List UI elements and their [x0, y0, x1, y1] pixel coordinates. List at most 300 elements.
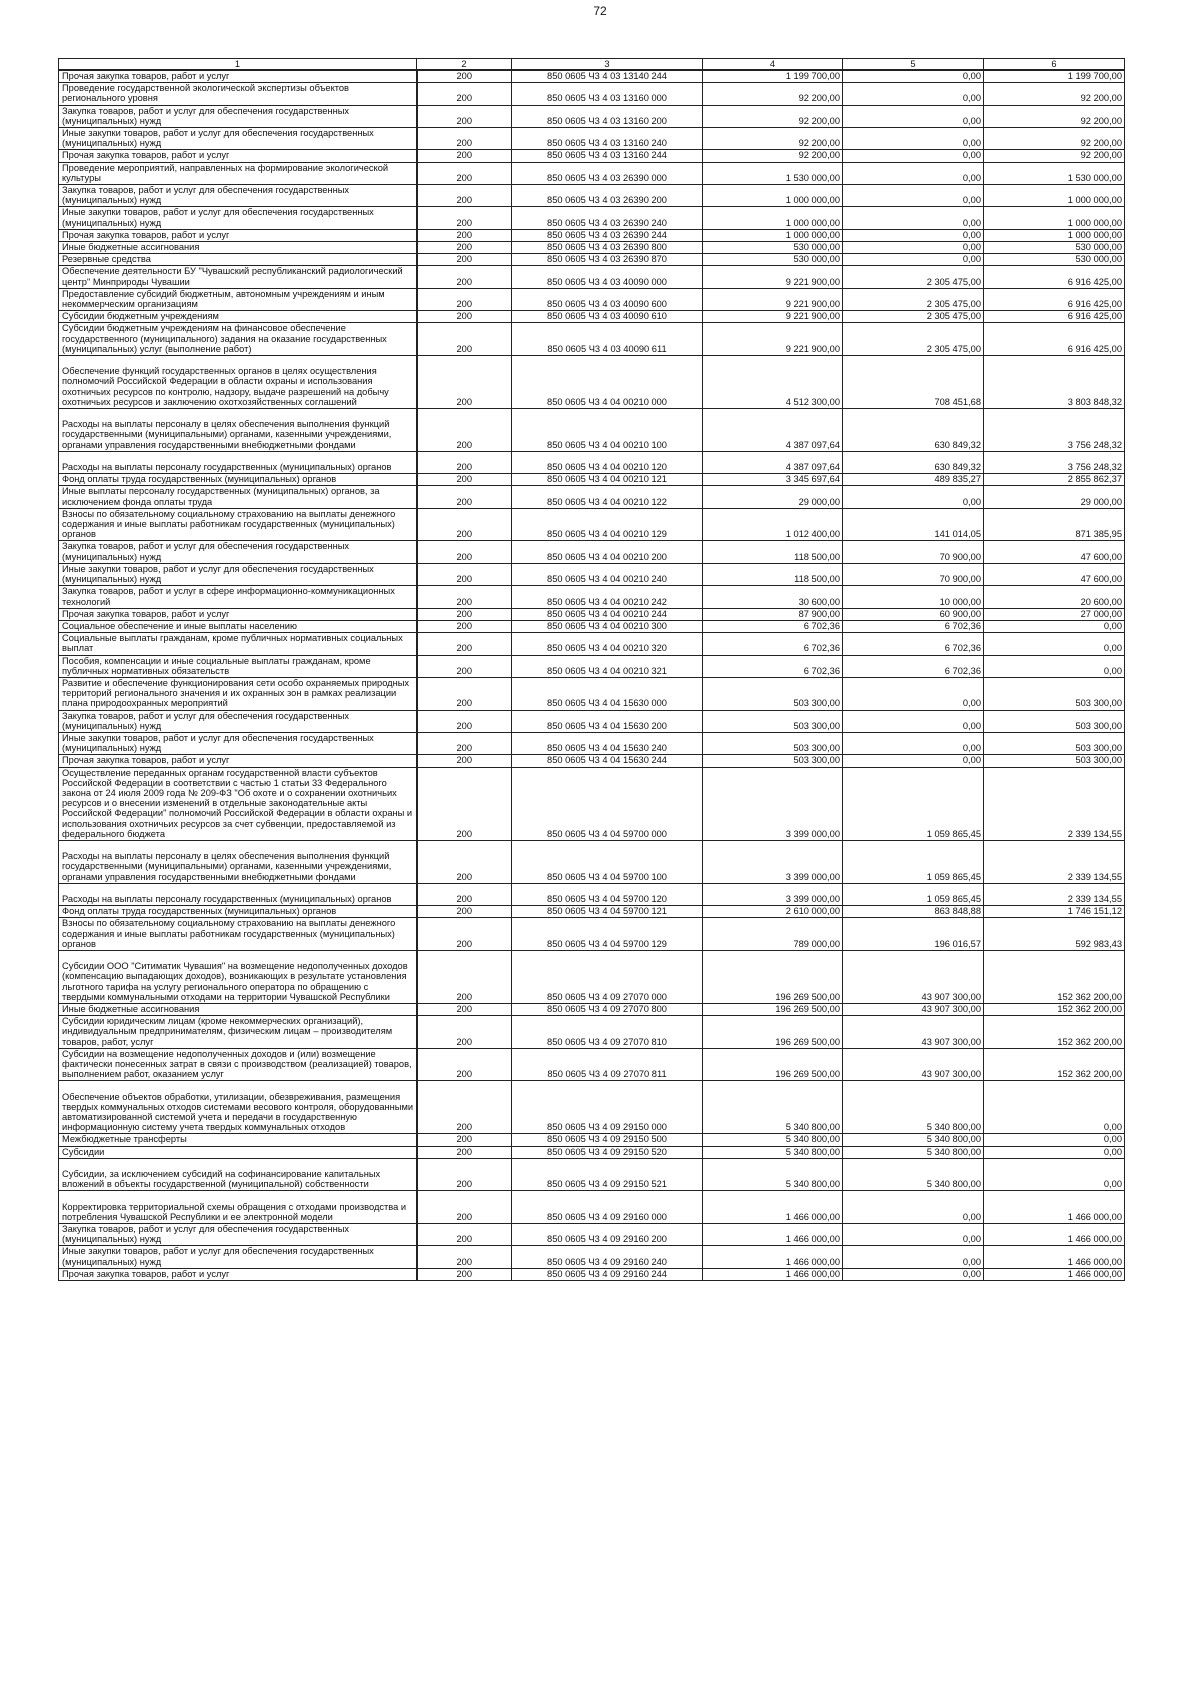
cell-name: Социальное обеспечение и иные выплаты населению	[59, 620, 417, 632]
page-number: 72	[593, 4, 607, 18]
cell-budget-code: 850 0605 Ч3 4 04 00210 240	[512, 563, 703, 585]
table-row	[59, 288, 1125, 310]
cell-budget-code: 850 0605 Ч3 4 04 00210 121	[512, 474, 703, 486]
cell-amount-5: 5 340 800,00	[843, 1081, 984, 1134]
header-col-4: 4	[703, 59, 843, 71]
cell-amount-6: 1 000 000,00	[984, 185, 1125, 207]
table-row	[59, 185, 1125, 207]
cell-budget-code: 850 0605 Ч3 4 09 29150 500	[512, 1134, 703, 1146]
cell-budget-code: 850 0605 Ч3 4 04 59700 120	[512, 883, 703, 905]
cell-amount-4: 9 221 900,00	[703, 288, 843, 310]
table-row	[59, 1081, 1125, 1134]
table-row	[59, 1246, 1125, 1268]
cell-budget-code: 850 0605 Ч3 4 04 15630 200	[512, 710, 703, 732]
cell-name: Иные закупки товаров, работ и услуг для обеспечения государственных (муниципальных) нужд	[59, 1246, 417, 1268]
cell-amount-6: 0,00	[984, 633, 1125, 655]
cell-amount-4: 6 702,36	[703, 655, 843, 677]
cell-amount-5: 0,00	[843, 207, 984, 229]
cell-budget-code: 850 0605 Ч3 4 04 00210 100	[512, 409, 703, 452]
cell-amount-6: 92 200,00	[984, 128, 1125, 150]
table-row	[59, 266, 1125, 288]
cell-amount-6: 871 385,95	[984, 508, 1125, 541]
cell-amount-6: 2 339 134,55	[984, 767, 1125, 840]
table-row	[59, 162, 1125, 184]
cell-amount-6: 2 339 134,55	[984, 883, 1125, 905]
cell-name: Закупка товаров, работ и услуг для обеспечения государственных (муниципальных) нужд	[59, 710, 417, 732]
cell-budget-code: 850 0605 Ч3 4 03 40090 611	[512, 323, 703, 356]
cell-amount-5: 141 014,05	[843, 508, 984, 541]
cell-name: Взносы по обязательному социальному страхованию на выплаты денежного содержания и иные выплаты работникам государственных (муниципальных) органов	[59, 508, 417, 541]
table-row	[59, 207, 1125, 229]
cell-name: Прочая закупка товаров, работ и услуг	[59, 150, 417, 162]
cell-code-2: 200	[417, 1016, 512, 1049]
cell-amount-4: 9 221 900,00	[703, 311, 843, 323]
table-row	[59, 1146, 1125, 1158]
table-row	[59, 486, 1125, 508]
table-row	[59, 918, 1125, 951]
cell-budget-code: 850 0605 Ч3 4 03 26390 000	[512, 162, 703, 184]
budget-table-container	[58, 58, 1124, 1281]
cell-budget-code: 850 0605 Ч3 4 09 27070 000	[512, 950, 703, 1003]
header-col-3: 3	[512, 59, 703, 71]
cell-code-2: 200	[417, 608, 512, 620]
cell-name: Иные закупки товаров, работ и услуг для обеспечения государственных (муниципальных) нужд	[59, 128, 417, 150]
header-col-1: 1	[59, 59, 417, 71]
budget-table	[58, 58, 1125, 1281]
cell-budget-code: 850 0605 Ч3 4 09 29160 000	[512, 1191, 703, 1224]
cell-amount-5: 43 907 300,00	[843, 1048, 984, 1081]
cell-budget-code: 850 0605 Ч3 4 04 59700 129	[512, 918, 703, 951]
cell-amount-6: 92 200,00	[984, 150, 1125, 162]
cell-name: Субсидии на возмещение недополученных доходов и (или) возмещение фактически понесенных затрат в связи с производством (реализацией) товаров, выполнением работ, оказанием услуг	[59, 1048, 417, 1081]
cell-code-2: 200	[417, 1081, 512, 1134]
cell-amount-5: 708 451,68	[843, 356, 984, 409]
cell-amount-5: 5 340 800,00	[843, 1134, 984, 1146]
table-row	[59, 732, 1125, 754]
cell-amount-5: 1 059 865,45	[843, 767, 984, 840]
cell-code-2: 200	[417, 840, 512, 883]
cell-amount-5: 2 305 475,00	[843, 288, 984, 310]
cell-amount-6: 0,00	[984, 1146, 1125, 1158]
cell-code-2: 200	[417, 1268, 512, 1280]
cell-name: Взносы по обязательному социальному страхованию на выплаты денежного содержания и иные выплаты работникам государственных (муниципальных) органов	[59, 918, 417, 951]
cell-budget-code: 850 0605 Ч3 4 03 26390 240	[512, 207, 703, 229]
cell-amount-5: 0,00	[843, 755, 984, 767]
cell-budget-code: 850 0605 Ч3 4 04 59700 000	[512, 767, 703, 840]
cell-code-2: 200	[417, 83, 512, 105]
table-row	[59, 710, 1125, 732]
cell-code-2: 200	[417, 655, 512, 677]
cell-amount-6: 503 300,00	[984, 755, 1125, 767]
cell-amount-6: 1 000 000,00	[984, 207, 1125, 229]
table-row	[59, 586, 1125, 608]
cell-name: Иные бюджетные ассигнования	[59, 1003, 417, 1015]
cell-code-2: 200	[417, 105, 512, 127]
cell-amount-4: 1 466 000,00	[703, 1191, 843, 1224]
cell-amount-5: 630 849,32	[843, 451, 984, 473]
cell-amount-4: 530 000,00	[703, 242, 843, 254]
cell-name: Обеспечение функций государственных органов в целях осуществления полномочий Российской Федерации в области охраны и использования охотничьих ресурсов по контролю, надзору, выдаче разрешений на добычу охотничьих ресурсов и заключению охотхозяйственных соглашений	[59, 356, 417, 409]
cell-amount-4: 9 221 900,00	[703, 323, 843, 356]
cell-amount-4: 1 466 000,00	[703, 1246, 843, 1268]
cell-name: Прочая закупка товаров, работ и услуг	[59, 755, 417, 767]
cell-name: Иные закупки товаров, работ и услуг для обеспечения государственных (муниципальных) нужд	[59, 563, 417, 585]
cell-amount-4: 92 200,00	[703, 128, 843, 150]
cell-name: Субсидии ООО "Ситиматик Чувашия" на возмещение недополученных доходов (компенсацию выпадающих доходов), возникающих в результате установления льготного тарифа на услугу регионального оператора по обращению с твердыми коммунальными отходами на территории Чувашской Республики	[59, 950, 417, 1003]
table-row	[59, 840, 1125, 883]
table-row	[59, 83, 1125, 105]
cell-code-2: 200	[417, 1003, 512, 1015]
cell-amount-4: 503 300,00	[703, 677, 843, 710]
cell-amount-6: 27 000,00	[984, 608, 1125, 620]
cell-budget-code: 850 0605 Ч3 4 09 29150 520	[512, 1146, 703, 1158]
cell-name: Иные выплаты персоналу государственных (муниципальных) органов, за исключением фонда оплаты труда	[59, 486, 417, 508]
cell-amount-4: 3 399 000,00	[703, 767, 843, 840]
cell-name: Межбюджетные трансферты	[59, 1134, 417, 1146]
cell-amount-4: 87 900,00	[703, 608, 843, 620]
table-row	[59, 474, 1125, 486]
cell-budget-code: 850 0605 Ч3 4 04 00210 200	[512, 541, 703, 563]
cell-name: Обеспечение деятельности БУ "Чувашский республиканский радиологический центр" Минприроды Чувашии	[59, 266, 417, 288]
cell-budget-code: 850 0605 Ч3 4 04 15630 240	[512, 732, 703, 754]
cell-amount-6: 1 746 151,12	[984, 906, 1125, 918]
cell-amount-6: 6 916 425,00	[984, 323, 1125, 356]
cell-amount-5: 43 907 300,00	[843, 1003, 984, 1015]
table-row	[59, 1191, 1125, 1224]
cell-amount-4: 2 610 000,00	[703, 906, 843, 918]
table-row	[59, 242, 1125, 254]
table-row	[59, 128, 1125, 150]
cell-code-2: 200	[417, 323, 512, 356]
cell-amount-5: 1 059 865,45	[843, 840, 984, 883]
cell-amount-6: 1 466 000,00	[984, 1191, 1125, 1224]
cell-code-2: 200	[417, 1134, 512, 1146]
cell-amount-6: 3 756 248,32	[984, 409, 1125, 452]
table-row	[59, 906, 1125, 918]
cell-name: Осуществление переданных органам государственной власти субъектов Российской Федерации в соответствии с частью 1 статьи 33 Федерального закона от 24 июля 2009 года № 209-ФЗ "Об охоте и о сохранении охотничьих ресурсов и о внесении изменений в отдельные законодательные акты Российской Федерации" полномочий Российской Федерации в области охраны и использования охотничьих ресурсов за счет субвенции, предоставляемой из федерального бюджета	[59, 767, 417, 840]
cell-name: Прочая закупка товаров, работ и услуг	[59, 608, 417, 620]
cell-name: Пособия, компенсации и иные социальные выплаты гражданам, кроме публичных нормативных обязательств	[59, 655, 417, 677]
cell-amount-4: 5 340 800,00	[703, 1134, 843, 1146]
cell-name: Прочая закупка товаров, работ и услуг	[59, 70, 417, 83]
cell-code-2: 200	[417, 128, 512, 150]
cell-amount-4: 789 000,00	[703, 918, 843, 951]
cell-name: Субсидии, за исключением субсидий на софинансирование капитальных вложений в объекты государственной (муниципальной) собственности	[59, 1158, 417, 1191]
table-row	[59, 229, 1125, 241]
table-row	[59, 563, 1125, 585]
cell-budget-code: 850 0605 Ч3 4 09 27070 810	[512, 1016, 703, 1049]
cell-name: Предоставление субсидий бюджетным, автономным учреждениям и иным некоммерческим организациям	[59, 288, 417, 310]
cell-code-2: 200	[417, 185, 512, 207]
cell-amount-6: 6 916 425,00	[984, 288, 1125, 310]
cell-amount-4: 196 269 500,00	[703, 1048, 843, 1081]
cell-amount-6: 6 916 425,00	[984, 311, 1125, 323]
cell-budget-code: 850 0605 Ч3 4 03 13160 244	[512, 150, 703, 162]
cell-name: Обеспечение объектов обработки, утилизации, обезвреживания, размещения твердых коммунальных отходов системами весового контроля, оборудованными автоматизированной системой учета и передачи в государственную информационную систему учета твердых коммунальных отходов	[59, 1081, 417, 1134]
cell-amount-4: 92 200,00	[703, 105, 843, 127]
cell-amount-6: 592 983,43	[984, 918, 1125, 951]
cell-code-2: 200	[417, 150, 512, 162]
cell-code-2: 200	[417, 486, 512, 508]
cell-budget-code: 850 0605 Ч3 4 03 13160 240	[512, 128, 703, 150]
cell-amount-6: 503 300,00	[984, 710, 1125, 732]
cell-amount-6: 152 362 200,00	[984, 1003, 1125, 1015]
cell-name: Проведение государственной экологической экспертизы объектов регионального уровня	[59, 83, 417, 105]
cell-name: Прочая закупка товаров, работ и услуг	[59, 229, 417, 241]
cell-amount-5: 0,00	[843, 1268, 984, 1280]
cell-amount-5: 0,00	[843, 150, 984, 162]
cell-name: Развитие и обеспечение функционирования сети особо охраняемых природных территорий регионального значения и их охранных зон в рамках реализации плана природоохранных мероприятий	[59, 677, 417, 710]
cell-code-2: 200	[417, 70, 512, 83]
cell-amount-6: 1 199 700,00	[984, 70, 1125, 83]
cell-amount-5: 489 835,27	[843, 474, 984, 486]
cell-budget-code: 850 0605 Ч3 4 09 29160 240	[512, 1246, 703, 1268]
cell-name: Расходы на выплаты персоналу в целях обеспечения выполнения функций государственными (муниципальными) органами, казенными учреждениями, органами управления государственными внебюджетными фондами	[59, 840, 417, 883]
cell-budget-code: 850 0605 Ч3 4 04 00210 000	[512, 356, 703, 409]
cell-name: Закупка товаров, работ и услуг для обеспечения государственных (муниципальных) нужд	[59, 541, 417, 563]
cell-name: Иные бюджетные ассигнования	[59, 242, 417, 254]
cell-amount-5: 10 000,00	[843, 586, 984, 608]
cell-code-2: 200	[417, 229, 512, 241]
cell-amount-5: 0,00	[843, 677, 984, 710]
cell-code-2: 200	[417, 1223, 512, 1245]
cell-name: Социальные выплаты гражданам, кроме публичных нормативных социальных выплат	[59, 633, 417, 655]
cell-amount-4: 4 387 097,64	[703, 409, 843, 452]
cell-amount-5: 863 848,88	[843, 906, 984, 918]
cell-budget-code: 850 0605 Ч3 4 04 00210 129	[512, 508, 703, 541]
cell-amount-4: 4 387 097,64	[703, 451, 843, 473]
cell-budget-code: 850 0605 Ч3 4 09 29160 244	[512, 1268, 703, 1280]
cell-amount-6: 0,00	[984, 1081, 1125, 1134]
cell-name: Фонд оплаты труда государственных (муниципальных) органов	[59, 906, 417, 918]
cell-name: Субсидии бюджетным учреждениям	[59, 311, 417, 323]
cell-amount-4: 196 269 500,00	[703, 1003, 843, 1015]
cell-amount-4: 1 530 000,00	[703, 162, 843, 184]
cell-budget-code: 850 0605 Ч3 4 03 13140 244	[512, 70, 703, 83]
cell-amount-5: 0,00	[843, 710, 984, 732]
cell-amount-6: 20 600,00	[984, 586, 1125, 608]
cell-amount-4: 3 345 697,64	[703, 474, 843, 486]
cell-amount-5: 2 305 475,00	[843, 266, 984, 288]
table-row	[59, 311, 1125, 323]
cell-code-2: 200	[417, 266, 512, 288]
cell-budget-code: 850 0605 Ч3 4 04 59700 121	[512, 906, 703, 918]
cell-budget-code: 850 0605 Ч3 4 09 29150 521	[512, 1158, 703, 1191]
cell-code-2: 200	[417, 451, 512, 473]
cell-amount-5: 5 340 800,00	[843, 1158, 984, 1191]
table-body	[59, 70, 1125, 1281]
cell-amount-5: 196 016,57	[843, 918, 984, 951]
cell-amount-5: 0,00	[843, 1191, 984, 1224]
table-row	[59, 633, 1125, 655]
cell-amount-5: 43 907 300,00	[843, 950, 984, 1003]
cell-budget-code: 850 0605 Ч3 4 03 13160 000	[512, 83, 703, 105]
cell-name: Фонд оплаты труда государственных (муниципальных) органов	[59, 474, 417, 486]
cell-budget-code: 850 0605 Ч3 4 09 27070 800	[512, 1003, 703, 1015]
cell-name: Прочая закупка товаров, работ и услуг	[59, 1268, 417, 1280]
cell-amount-4: 1 199 700,00	[703, 70, 843, 83]
cell-amount-5: 0,00	[843, 242, 984, 254]
cell-amount-5: 6 702,36	[843, 633, 984, 655]
cell-amount-6: 0,00	[984, 1134, 1125, 1146]
cell-name: Проведение мероприятий, направленных на формирование экологической культуры	[59, 162, 417, 184]
cell-code-2: 200	[417, 710, 512, 732]
cell-code-2: 200	[417, 356, 512, 409]
cell-budget-code: 850 0605 Ч3 4 04 59700 100	[512, 840, 703, 883]
cell-amount-4: 9 221 900,00	[703, 266, 843, 288]
table-row	[59, 356, 1125, 409]
cell-name: Закупка товаров, работ и услуг для обеспечения государственных (муниципальных) нужд	[59, 185, 417, 207]
cell-amount-6: 152 362 200,00	[984, 950, 1125, 1003]
cell-amount-5: 5 340 800,00	[843, 1146, 984, 1158]
table-row	[59, 409, 1125, 452]
cell-code-2: 200	[417, 732, 512, 754]
cell-code-2: 200	[417, 633, 512, 655]
header-col-6: 6	[984, 59, 1125, 71]
table-row	[59, 767, 1125, 840]
cell-amount-4: 1 012 400,00	[703, 508, 843, 541]
table-row	[59, 323, 1125, 356]
cell-amount-5: 0,00	[843, 83, 984, 105]
cell-amount-6: 152 362 200,00	[984, 1048, 1125, 1081]
cell-budget-code: 850 0605 Ч3 4 03 26390 200	[512, 185, 703, 207]
table-row	[59, 1048, 1125, 1081]
cell-code-2: 200	[417, 409, 512, 452]
cell-amount-4: 92 200,00	[703, 150, 843, 162]
cell-code-2: 200	[417, 906, 512, 918]
table-row	[59, 620, 1125, 632]
table-row	[59, 608, 1125, 620]
cell-amount-4: 1 466 000,00	[703, 1268, 843, 1280]
cell-amount-5: 70 900,00	[843, 563, 984, 585]
cell-amount-4: 1 000 000,00	[703, 207, 843, 229]
cell-amount-4: 5 340 800,00	[703, 1081, 843, 1134]
cell-name: Закупка товаров, работ и услуг в сфере информационно-коммуникационных технологий	[59, 586, 417, 608]
cell-budget-code: 850 0605 Ч3 4 04 00210 120	[512, 451, 703, 473]
table-row	[59, 755, 1125, 767]
table-row	[59, 451, 1125, 473]
cell-budget-code: 850 0605 Ч3 4 04 00210 300	[512, 620, 703, 632]
cell-amount-4: 530 000,00	[703, 254, 843, 266]
table-row	[59, 950, 1125, 1003]
cell-amount-5: 43 907 300,00	[843, 1016, 984, 1049]
table-row	[59, 1016, 1125, 1049]
table-row	[59, 883, 1125, 905]
cell-amount-5: 1 059 865,45	[843, 883, 984, 905]
cell-amount-6: 92 200,00	[984, 105, 1125, 127]
cell-amount-6: 6 916 425,00	[984, 266, 1125, 288]
cell-budget-code: 850 0605 Ч3 4 03 40090 000	[512, 266, 703, 288]
cell-amount-4: 30 600,00	[703, 586, 843, 608]
cell-amount-5: 2 305 475,00	[843, 323, 984, 356]
cell-budget-code: 850 0605 Ч3 4 09 29160 200	[512, 1223, 703, 1245]
cell-code-2: 200	[417, 586, 512, 608]
cell-code-2: 200	[417, 541, 512, 563]
cell-amount-6: 92 200,00	[984, 83, 1125, 105]
cell-budget-code: 850 0605 Ч3 4 04 00210 321	[512, 655, 703, 677]
cell-amount-4: 5 340 800,00	[703, 1158, 843, 1191]
cell-amount-5: 630 849,32	[843, 409, 984, 452]
cell-amount-6: 2 855 862,37	[984, 474, 1125, 486]
cell-amount-6: 1 466 000,00	[984, 1246, 1125, 1268]
cell-name: Иные закупки товаров, работ и услуг для обеспечения государственных (муниципальных) нужд	[59, 732, 417, 754]
cell-amount-4: 196 269 500,00	[703, 950, 843, 1003]
header-row	[59, 59, 1125, 71]
cell-name: Расходы на выплаты персоналу государственных (муниципальных) органов	[59, 451, 417, 473]
cell-amount-6: 1 466 000,00	[984, 1268, 1125, 1280]
cell-budget-code: 850 0605 Ч3 4 04 15630 244	[512, 755, 703, 767]
cell-code-2: 200	[417, 918, 512, 951]
cell-budget-code: 850 0605 Ч3 4 03 26390 870	[512, 254, 703, 266]
cell-code-2: 200	[417, 1048, 512, 1081]
cell-amount-6: 0,00	[984, 1158, 1125, 1191]
cell-amount-5: 0,00	[843, 1223, 984, 1245]
cell-code-2: 200	[417, 311, 512, 323]
cell-amount-5: 0,00	[843, 105, 984, 127]
cell-code-2: 200	[417, 207, 512, 229]
cell-amount-5: 0,00	[843, 162, 984, 184]
cell-amount-5: 0,00	[843, 185, 984, 207]
cell-amount-5: 0,00	[843, 1246, 984, 1268]
cell-amount-6: 503 300,00	[984, 677, 1125, 710]
cell-name: Расходы на выплаты персоналу государственных (муниципальных) органов	[59, 883, 417, 905]
cell-budget-code: 850 0605 Ч3 4 03 26390 800	[512, 242, 703, 254]
cell-code-2: 200	[417, 563, 512, 585]
cell-code-2: 200	[417, 1246, 512, 1268]
cell-budget-code: 850 0605 Ч3 4 09 27070 811	[512, 1048, 703, 1081]
cell-amount-6: 1 530 000,00	[984, 162, 1125, 184]
cell-budget-code: 850 0605 Ч3 4 04 00210 320	[512, 633, 703, 655]
cell-amount-5: 0,00	[843, 732, 984, 754]
cell-amount-5: 70 900,00	[843, 541, 984, 563]
cell-name: Субсидии	[59, 1146, 417, 1158]
cell-code-2: 200	[417, 1146, 512, 1158]
cell-amount-4: 5 340 800,00	[703, 1146, 843, 1158]
cell-code-2: 200	[417, 162, 512, 184]
cell-code-2: 200	[417, 474, 512, 486]
cell-amount-6: 2 339 134,55	[984, 840, 1125, 883]
cell-amount-6: 503 300,00	[984, 732, 1125, 754]
cell-amount-6: 0,00	[984, 655, 1125, 677]
cell-budget-code: 850 0605 Ч3 4 03 13160 200	[512, 105, 703, 127]
table-row	[59, 105, 1125, 127]
cell-amount-4: 6 702,36	[703, 620, 843, 632]
cell-code-2: 200	[417, 508, 512, 541]
cell-budget-code: 850 0605 Ч3 4 04 15630 000	[512, 677, 703, 710]
cell-code-2: 200	[417, 254, 512, 266]
cell-code-2: 200	[417, 677, 512, 710]
cell-amount-5: 0,00	[843, 254, 984, 266]
cell-amount-4: 503 300,00	[703, 755, 843, 767]
cell-code-2: 200	[417, 1191, 512, 1224]
cell-amount-4: 3 399 000,00	[703, 883, 843, 905]
cell-amount-5: 0,00	[843, 128, 984, 150]
cell-name: Резервные средства	[59, 254, 417, 266]
cell-name: Иные закупки товаров, работ и услуг для обеспечения государственных (муниципальных) нужд	[59, 207, 417, 229]
table-row	[59, 1268, 1125, 1280]
cell-budget-code: 850 0605 Ч3 4 04 00210 244	[512, 608, 703, 620]
cell-amount-6: 0,00	[984, 620, 1125, 632]
cell-amount-4: 1 466 000,00	[703, 1223, 843, 1245]
cell-budget-code: 850 0605 Ч3 4 09 29150 000	[512, 1081, 703, 1134]
cell-amount-6: 3 803 848,32	[984, 356, 1125, 409]
cell-code-2: 200	[417, 755, 512, 767]
cell-budget-code: 850 0605 Ч3 4 03 26390 244	[512, 229, 703, 241]
cell-code-2: 200	[417, 620, 512, 632]
cell-amount-6: 152 362 200,00	[984, 1016, 1125, 1049]
cell-name: Субсидии бюджетным учреждениям на финансовое обеспечение государственного (муниципального) задания на оказание государственных (муниципальных) услуг (выполнение работ)	[59, 323, 417, 356]
table-row	[59, 1158, 1125, 1191]
